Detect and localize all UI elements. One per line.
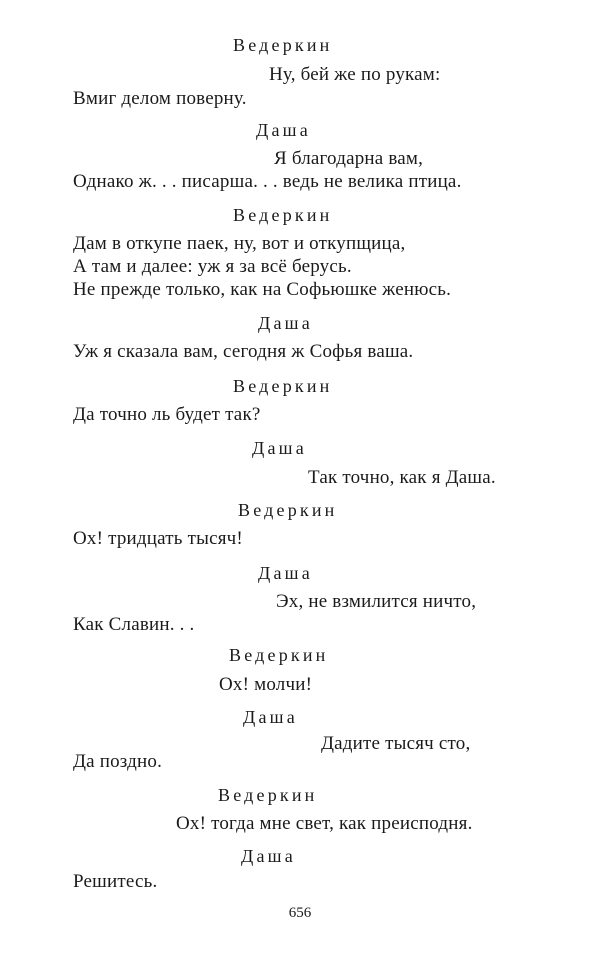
verse-line: Однако ж. . . писарша. . . ведь не велика птица. xyxy=(73,171,462,192)
verse-line: Решитесь. xyxy=(73,871,158,892)
verse-line: Эх, не взмилится ничто, xyxy=(276,591,477,612)
verse-line: Как Славин. . . xyxy=(73,614,195,635)
speaker-name: Даша xyxy=(258,563,313,583)
verse-line: Не прежде только, как на Софьюшке женюсь. xyxy=(73,279,452,300)
verse-line: Ох! тридцать тысяч! xyxy=(73,528,243,549)
verse-line: Дадите тысяч сто, xyxy=(321,733,471,754)
verse-line: Вмиг делом поверну. xyxy=(73,88,247,109)
verse-line: Да точно ль будет так? xyxy=(73,404,261,425)
verse-line: Уж я сказала вам, сегодня ж Софья ваша. xyxy=(73,341,414,362)
verse-line: Да поздно. xyxy=(73,751,163,772)
verse-line: Ох! тогда мне свет, как преисподня. xyxy=(176,813,473,834)
verse-line: Ну, бей же по рукам: xyxy=(269,64,441,85)
page-number: 656 xyxy=(288,905,312,921)
verse-line: Так точно, как я Даша. xyxy=(308,467,496,488)
speaker-name: Ведеркин xyxy=(233,205,333,225)
speaker-name: Даша xyxy=(258,313,313,333)
speaker-name: Ведеркин xyxy=(218,785,318,805)
speaker-name: Даша xyxy=(241,846,296,866)
speaker-name: Ведеркин xyxy=(229,645,329,665)
speaker-name: Даша xyxy=(256,120,311,140)
speaker-name: Даша xyxy=(252,438,307,458)
verse-line: А там и далее: уж я за всё берусь. xyxy=(73,256,352,277)
speaker-name: Ведеркин xyxy=(238,500,338,520)
verse-line: Ох! молчи! xyxy=(219,674,313,695)
verse-line: Дам в откупе паек, ну, вот и откупщица, xyxy=(73,233,406,254)
verse-line: Я благодарна вам, xyxy=(274,148,424,169)
speaker-name: Даша xyxy=(243,707,298,727)
speaker-name: Ведеркин xyxy=(233,35,333,55)
speaker-name: Ведеркин xyxy=(233,376,333,396)
